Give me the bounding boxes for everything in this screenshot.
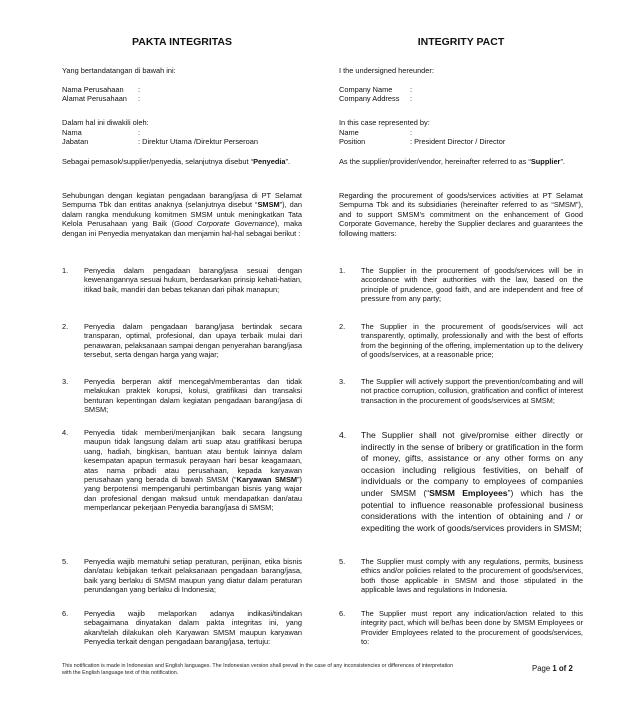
position-row [62, 137, 302, 146]
represented-by: Dalam hal ini diwakili oleh: [62, 118, 149, 127]
representative-fields [339, 128, 583, 147]
preamble-gcg: Good Corporate Governance [174, 219, 275, 229]
list-item [62, 428, 302, 513]
page-word: Page [532, 664, 551, 673]
item-number: 5. [62, 557, 69, 566]
position-value: : President Director / Director [410, 137, 506, 147]
company-address-row [339, 94, 583, 103]
list-item [62, 557, 302, 595]
item-number: 6. [62, 609, 69, 618]
supplier-pre: Sebagai pemasok/supplier/penyedia, selanjutnya disebut “ [62, 157, 254, 166]
list-item [62, 377, 302, 415]
supplier-term: Penyedia [253, 157, 286, 166]
column-indonesian [62, 0, 302, 726]
colon: : [138, 85, 141, 94]
item-number: 1. [62, 266, 69, 275]
item-number: 4. [62, 428, 69, 437]
position-label: Position [339, 137, 366, 147]
preamble-pre: Sehubungan dengan kegiatan pengadaan barang/jasa di PT Selamat Sempurna Tbk dan entitas anaknya (selanjutnya disebut “ [62, 191, 302, 210]
item-text [361, 430, 583, 534]
smsm-employees-term: Karyawan SMSM [236, 475, 298, 485]
supplier-term: Supplier [530, 157, 561, 166]
item-number: 4. [339, 430, 347, 440]
supplier-post: ”. [285, 157, 291, 166]
colon: : [138, 128, 141, 137]
name-label: Name [339, 128, 359, 137]
position-row [339, 137, 583, 146]
page-number [532, 664, 573, 674]
company-address-row [62, 94, 302, 103]
item-text-post: ”) which has the potential to influence reasonable professional business considerations with the intention of obtaining and / or expediting the work of goods/services providers in SMSM; [361, 487, 583, 533]
list-item [62, 266, 302, 294]
supplier-definition [62, 157, 302, 166]
company-fields [62, 85, 302, 104]
name-label: Nama [62, 128, 82, 137]
item-text [84, 428, 302, 513]
company-name-row [62, 85, 302, 94]
preamble-post: ), maka dengan ini Penyedia menyatakan dan menjamin hal-hal sebagai berikut : [62, 219, 303, 238]
item-number: 1. [339, 266, 346, 275]
list-item [62, 322, 302, 360]
name-row [62, 128, 302, 137]
intro-text: Yang bertandatangan di bawah ini: [62, 66, 176, 75]
supplier-definition [339, 157, 583, 166]
preamble-smsm: SMSM [257, 200, 280, 210]
colon: : [138, 94, 141, 104]
list-item [339, 266, 583, 304]
item-number: 6. [339, 609, 346, 618]
title-english: INTEGRITY PACT [417, 36, 505, 48]
item-text-post: ”) yang berpotensi mempengaruhi pertimbangan bisnis yang wajar dan profesional dengan maksud untuk mendapatkan dan/atau memperlancar pekerjaan Penyedia barang/jasa di SMSM; [84, 475, 302, 513]
page-of: of [558, 664, 567, 673]
position-label: Jabatan [62, 137, 89, 147]
item-number: 3. [62, 377, 69, 386]
item-text: Penyedia wajib mematuhi setiap peraturan, perijinan, etika bisnis dan/atau kebijakan terkait pelaksanaan pengadaan barang/jasa, baik yang berlaku di SMSM maupun yang diatur dalam peraturan perundangan yang berlaku di Indonesia; [84, 557, 302, 595]
position-value: : Direktur Utama /Direktur Perseroan [138, 137, 258, 147]
preamble-paragraph: Regarding the procurement of goods/services activities at PT Selamat Sempurna Tbk and its subsidiaries (hereinafter referred to as “SMSM”), and to support SMSM's commitment on the enhancement of Good Corporate Governance, hereby the Supplier declares and guarantees the following matters: [339, 191, 583, 238]
page-current: 1 [552, 664, 557, 673]
title-indonesian: PAKTA INTEGRITAS [132, 36, 232, 48]
representative-fields [62, 128, 302, 147]
item-number: 2. [339, 322, 346, 331]
item-number: 2. [62, 322, 69, 331]
item-text: The Supplier in the procurement of goods/services will be in accordance with their authorities with the law, based on the principle of prudence, good faith, and are independent and free of pressure from any party; [361, 266, 583, 304]
item-text-pre: The Supplier shall not give/promise either directly or indirectly in the sense of bribery or gratification in the form of money, gifts, assistance or any other forms on any occasion including religious festivities, on behalf of individuals or the company to employees of companies under SMSM (“ [361, 430, 583, 498]
list-item [339, 609, 583, 647]
list-item [339, 377, 583, 405]
represented-by: In this case represented by: [339, 118, 430, 127]
smsm-employees-term: SMSM Employees [429, 487, 508, 498]
company-address-label: Company Address [339, 94, 400, 104]
list-item [62, 609, 302, 647]
supplier-pre: As the supplier/provider/vendor, hereinafter referred to as “ [339, 157, 531, 166]
item-text: Penyedia dalam pengadaan barang/jasa bertindak secara transparan, optimal, profesional, dan upaya terbaik mulai dari penawaran, pelaksanaan sampai dengan penyerahan barang/jasa tersebut, serta dengan harga yang wajar; [84, 322, 302, 360]
colon: : [410, 85, 413, 94]
item-text: Penyedia wajib melaporkan adanya indikasi/tindakan sebagaimana dinyatakan dalam pakta integritas ini, yang akan/telah dilakukan oleh Karyawan SMSM maupun karyawan Penyedia terkait dengan pengadaan barang/jasa, tertuju: [84, 609, 302, 647]
company-name-row [339, 85, 583, 94]
column-english [339, 0, 583, 726]
name-row [339, 128, 583, 137]
item-text: The Supplier in the procurement of goods/services will act transparently, optimally, professionally and with the best of efforts from the beginning of the offering, implementation up to the delivery of goods/services, at a reasonable price; [361, 322, 583, 360]
list-item [339, 322, 583, 360]
item-number: 5. [339, 557, 346, 566]
colon: : [410, 128, 413, 137]
list-item [339, 557, 583, 595]
intro-text: I the undersigned hereunder: [339, 66, 434, 75]
item-text: The Supplier will actively support the prevention/combating and will not practice corruption, collusion, gratification and conflict of interest transaction in the procurement of goods/services at SMSM; [361, 377, 583, 405]
list-item [339, 430, 583, 534]
supplier-post: ”. [560, 157, 565, 166]
preamble-paragraph [62, 191, 302, 238]
item-text: The Supplier must comply with any regulations, permits, business ethics and/or policies related to the procurement of goods/services, both those applicable in SMSM and those stipulated in the applicable laws and regulations in Indonesia. [361, 557, 583, 595]
footer-language-note: This notification is made in Indonesian and English languages. The Indonesian version shall prevail in the case of any inconsistencies or differences of interpretation with the English language text of this notification. [62, 663, 454, 677]
company-address-label: Alamat Perusahaan [62, 94, 127, 104]
preamble-mid: ”), dan dalam rangka mendukung komitmen SMSM untuk meningkatkan Tata Kelola Perusahaan yang Baik ( [62, 200, 302, 229]
company-fields [339, 85, 583, 104]
colon: : [410, 94, 413, 104]
item-text-pre: Penyedia tidak memberi/menjanjikan baik secara langsung maupun tidak langsung dalam arti suap atau gratifikasi berupa uang, hadiah, bingkisan, bantuan atau bentuk lainnya dalam kesempatan apapun termasuk perayaan hari besar keagamaan, atas nama pribadi atau perusahaan, kepada karyawan perusahaan yang berada di bawah SMSM (“ [84, 428, 302, 485]
company-name-label: Nama Perusahaan [62, 85, 124, 94]
item-text: The Supplier must report any indication/action related to this integrity pact, which will be/has been done by SMSM Employees or Provider Employees related to the procurement of goods/services, to: [361, 609, 583, 647]
item-number: 3. [339, 377, 346, 386]
page-total: 2 [568, 664, 573, 673]
item-text: Penyedia dalam pengadaan barang/jasa sesuai dengan kewenangannya sesuai hukum, berdasarkan prinsip kehati-hatian, itikad baik, mandiri dan bebas tekanan dari pihak manapun; [84, 266, 302, 294]
company-name-label: Company Name [339, 85, 393, 94]
item-text: Penyedia berperan aktif mencegah/memberantas dan tidak melakukan praktek korupsi, kolusi, gratifikasi dan transaksi benturan kepentingan dalam kegiatan pengadaan barang/jasa di SMSM; [84, 377, 302, 415]
